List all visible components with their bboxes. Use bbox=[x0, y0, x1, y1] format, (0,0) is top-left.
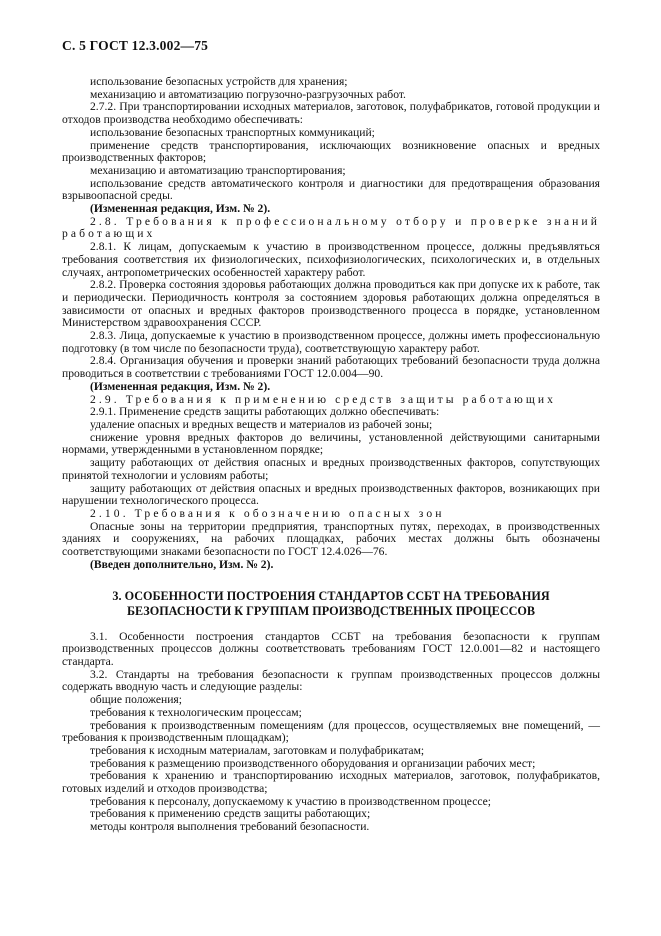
paragraph: механизацию и автоматизацию погрузочно-разгрузочных работ. bbox=[90, 87, 406, 101]
paragraph: 3.1. Особенности построения стандартов ССБТ на требования безопасности к группам производственных процессов должны соответствовать требованиям ГОСТ 12.0.001—82 и настоящего стандарта. bbox=[62, 629, 600, 669]
paragraph: 2.8.1. К лицам, допускаемым к участию в производственном процессе, должны предъявляться требования соответствия их физиологических, психофизиологических, психологических и, в отдельных случаях, антропометрических особенностей характеру работ. bbox=[62, 240, 600, 279]
paragraph: 2.7.2. При транспортировании исходных материалов, заготовок, полуфабрикатов, готовой продукции и отходов производства необходимо обеспечивать: bbox=[62, 100, 600, 127]
list-item: требования к исходным материалам, заготовкам и полуфабрикатам; bbox=[90, 743, 425, 757]
section-title-line: БЕЗОПАСНОСТИ К ГРУППАМ ПРОИЗВОДСТВЕННЫХ ПРОЦЕССОВ bbox=[126, 604, 536, 619]
paragraph: 2.8.4. Организация обучения и проверки знаний работающих требований безопасности труда должна проводиться в соответствии с требованиями ГОСТ 12.0.004—90. bbox=[62, 354, 600, 381]
list-item: требования к производственным помещениям (для процессов, осуществляемых вне помещений, — требования к производственным площадкам); bbox=[62, 718, 600, 745]
paragraph: использование безопасных транспортных коммуникаций; bbox=[90, 125, 375, 139]
subsection-heading: 2.10. Требования к обозначению опасных зон bbox=[90, 506, 445, 520]
paragraph: 2.8.2. Проверка состояния здоровья работающих должна проводиться как при допуске их к работе, так и периодически. Периодичность контроля за состоянием здоровья работающих должна определяться в зависимости от опасных и вредных факторов производственного процесса в порядке, установленном Министерством здравоохранения СССР. bbox=[62, 278, 600, 330]
list-item: требования к применению средств защиты работающих; bbox=[90, 807, 371, 821]
paragraph: механизацию и автоматизацию транспортирования; bbox=[90, 163, 346, 177]
paragraph: защиту работающих от действия опасных и вредных производственных факторов, возникающих при нарушении технологического процесса. bbox=[62, 481, 600, 508]
paragraph: использование средств автоматического контроля и диагностики для предотвращения образования взрывоопасной среды. bbox=[62, 176, 600, 203]
amendment-note: (Измененная редакция, Изм. № 2). bbox=[90, 202, 271, 216]
paragraph: 3.2. Стандарты на требования безопасности к группам производственных процессов должны содержать вводную часть и следующие разделы: bbox=[62, 667, 600, 694]
paragraph: снижение уровня вредных факторов до величины, установленной действующими санитарными нормами, утвержденными в установленном порядке; bbox=[62, 430, 600, 457]
subsection-heading: 2.8. Требования к профессиональному отбору и проверке знаний работающих bbox=[62, 214, 600, 241]
subsection-heading: 2.9. Требования к применению средств защиты работающих bbox=[90, 392, 557, 406]
section-title bbox=[62, 589, 600, 618]
section-title-line: 3. ОСОБЕННОСТИ ПОСТРОЕНИЯ СТАНДАРТОВ ССБТ НА ТРЕБОВАНИЯ bbox=[112, 589, 550, 604]
list-item: требования к персоналу, допускаемому к участию в производственном процессе; bbox=[90, 794, 491, 808]
list-item: общие положения; bbox=[90, 693, 182, 707]
paragraph: 2.8.3. Лица, допускаемые к участию в производственном процессе, должны иметь профессиональную подготовку (в том числе по безопасности труда), соответствующую характеру работ. bbox=[62, 329, 600, 355]
paragraph: защиту работающих от действия опасных и вредных производственных факторов, сопутствующих принятой технологии и условиям работы; bbox=[62, 456, 600, 482]
list-item: требования к технологическим процессам; bbox=[90, 705, 302, 719]
page-header: С. 5 ГОСТ 12.3.002—75 bbox=[62, 38, 209, 53]
amendment-note: (Введен дополнительно, Изм. № 2). bbox=[90, 557, 274, 571]
list-item: методы контроля выполнения требований безопасности. bbox=[90, 820, 370, 834]
paragraph: Опасные зоны на территории предприятия, транспортных путях, переходах, в производственных зданиях и сооружениях, на рабочих площадках, рабочих местах должны быть обозначены соответствующими знаками безопасности по ГОСТ 12.4.026—76. bbox=[62, 519, 600, 559]
list-item: требования к размещению производственного оборудования и организации рабочих мест; bbox=[90, 756, 536, 770]
paragraph: применение средств транспортирования, исключающих возникновение опасных и вредных производственных факторов; bbox=[62, 138, 600, 165]
amendment-note: (Измененная редакция, Изм. № 2). bbox=[90, 379, 271, 393]
paragraph: удаление опасных и вредных веществ и материалов из рабочей зоны; bbox=[90, 417, 433, 431]
body-text bbox=[62, 76, 600, 834]
paragraph: 2.9.1. Применение средств защиты работающих должно обеспечивать: bbox=[90, 405, 440, 419]
paragraph: использование безопасных устройств для хранения; bbox=[90, 75, 348, 88]
list-item: требования к хранению и транспортированию исходных материалов, заготовок, полуфабрикатов, готовых изделий и отходов производства; bbox=[62, 769, 600, 796]
